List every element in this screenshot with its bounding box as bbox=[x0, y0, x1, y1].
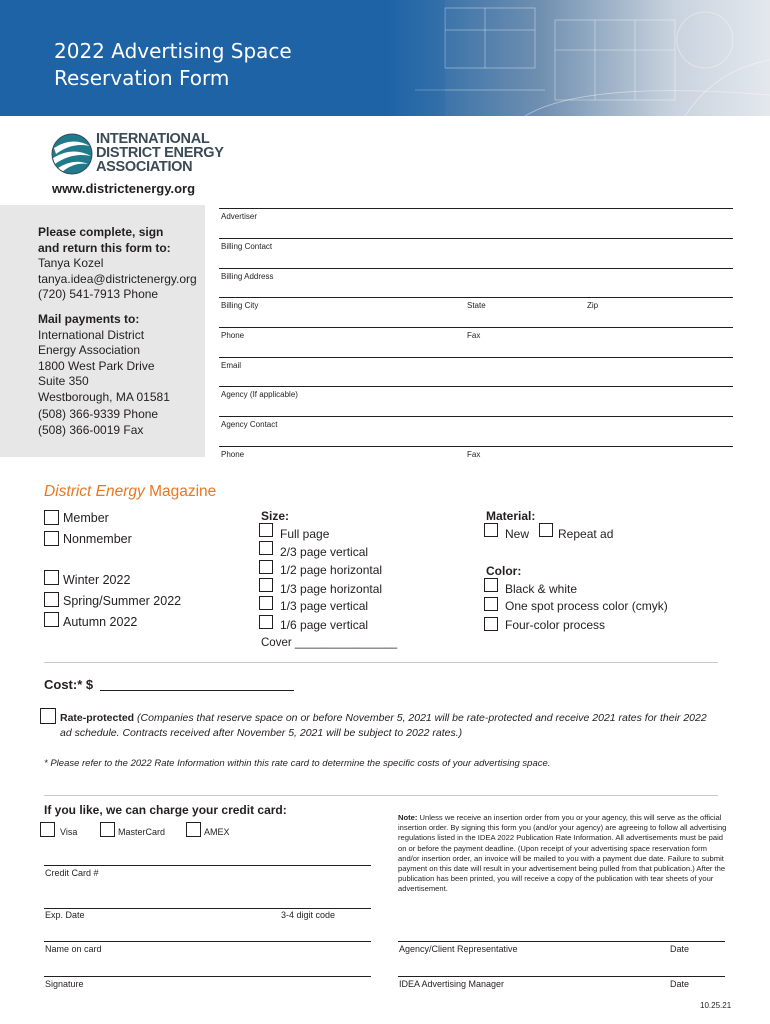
material-heading: Material: bbox=[486, 509, 536, 523]
full-page-label: Full page bbox=[280, 527, 330, 541]
name-on-card-label: Name on card bbox=[45, 944, 102, 954]
magazine-title-rest: Magazine bbox=[144, 483, 217, 500]
logo-line-2: DISTRICT ENERGY bbox=[96, 145, 224, 161]
visa-checkbox[interactable] bbox=[40, 822, 55, 837]
credit-card-number-field[interactable] bbox=[44, 865, 371, 866]
billing-address-label: Billing Address bbox=[221, 272, 274, 281]
third-horizontal-label: 1/3 page horizontal bbox=[280, 582, 383, 596]
billing-city-label: Billing City bbox=[221, 301, 259, 310]
section-divider-2 bbox=[44, 795, 718, 796]
new-material-checkbox[interactable] bbox=[484, 523, 498, 537]
digit-code-label: 3-4 digit code bbox=[281, 910, 336, 920]
amex-label: AMEX bbox=[204, 827, 230, 837]
repeat-ad-checkbox[interactable] bbox=[539, 523, 553, 537]
new-material-label: New bbox=[505, 527, 530, 541]
exp-date-label: Exp. Date bbox=[45, 910, 85, 920]
return-heading: Please complete, sign bbox=[38, 225, 164, 239]
autumn-label: Autumn 2022 bbox=[63, 615, 138, 629]
header-banner bbox=[0, 0, 770, 116]
email-label: Email bbox=[221, 361, 242, 370]
visa-label: Visa bbox=[60, 827, 78, 837]
city: Westborough, MA 01581 bbox=[38, 389, 170, 404]
mastercard-label: MasterCard bbox=[118, 827, 166, 837]
logo-line-1: INTERNATIONAL bbox=[96, 131, 210, 147]
billing-city-field[interactable] bbox=[219, 327, 733, 328]
half-horizontal-checkbox[interactable] bbox=[259, 560, 273, 574]
mail-address bbox=[38, 312, 170, 439]
date-label-2: Date bbox=[670, 979, 690, 989]
billing-contact-field[interactable] bbox=[219, 268, 733, 269]
sixth-vertical-label: 1/6 page vertical bbox=[280, 618, 369, 632]
third-vertical-checkbox[interactable] bbox=[259, 596, 273, 610]
agency-phone-label: Phone bbox=[221, 450, 245, 459]
two-thirds-vertical-label: 2/3 page vertical bbox=[280, 545, 369, 559]
exp-date-field[interactable] bbox=[44, 908, 371, 909]
winter-label: Winter 2022 bbox=[63, 573, 131, 587]
mastercard-checkbox[interactable] bbox=[100, 822, 115, 837]
org-line-2: Energy Association bbox=[38, 343, 141, 358]
rate-protected-label: Rate-protected bbox=[60, 712, 135, 724]
autumn-checkbox[interactable] bbox=[44, 612, 59, 627]
member-checkbox[interactable] bbox=[44, 510, 59, 525]
contact-phone: (720) 541-7913 Phone bbox=[38, 287, 159, 302]
full-page-checkbox[interactable] bbox=[259, 523, 273, 537]
rate-reference-note: * Please refer to the 2022 Rate Information within this rate card to determine the specific costs of your advertising space. bbox=[44, 758, 551, 769]
credit-card-number-label: Credit Card # bbox=[45, 868, 99, 878]
repeat-ad-label: Repeat ad bbox=[558, 527, 614, 541]
note-label: Note: bbox=[398, 813, 418, 822]
signature-label: Signature bbox=[45, 979, 84, 989]
size-heading: Size: bbox=[261, 509, 290, 523]
color-heading: Color: bbox=[486, 564, 522, 578]
black-white-checkbox[interactable] bbox=[484, 578, 498, 592]
sixth-vertical-checkbox[interactable] bbox=[259, 615, 273, 629]
four-color-checkbox[interactable] bbox=[484, 617, 498, 631]
two-thirds-vertical-checkbox[interactable] bbox=[259, 541, 273, 555]
billing-address-field[interactable] bbox=[219, 297, 733, 298]
signature-field[interactable] bbox=[44, 976, 371, 977]
return-heading-2: and return this form to: bbox=[38, 240, 171, 255]
logo-line-3: ASSOCIATION bbox=[96, 159, 193, 175]
title-line-2: Reservation Form bbox=[54, 66, 230, 90]
third-vertical-label: 1/3 page vertical bbox=[280, 599, 369, 613]
page-title bbox=[54, 38, 292, 92]
agency-fax-label: Fax bbox=[467, 450, 481, 459]
mail-heading: Mail payments to: bbox=[38, 312, 140, 326]
nonmember-label: Nonmember bbox=[63, 532, 132, 546]
email-field[interactable] bbox=[219, 386, 733, 387]
org-fax: (508) 366-0019 Fax bbox=[38, 423, 144, 438]
note-body: Unless we receive an insertion order from you or your agency, this will serve as the official insertion order. By signing this form you (and/or your agency) are agreeing to follow all advertising regulations listed in the IDEA 2022 Publication Rate Information. All advertisements must be paid on or before the payment deadline. (Upon receipt of your advertising space reservation form and/or insertion order, an invoice will be mailed to you with a payment due date. Failure to submit payment on this date will result in your advertisement being pulled from that publication.) After the publication has been printed, you will receive a copy of the publication with tear sheets of your advertisement. bbox=[398, 813, 727, 894]
rate-protected-note: (Companies that reserve space on or before November 5, 2021 will be rate-protected and receive 2021 rates for their 2022 ad schedule. Contracts received after November 5, 2021 will be subject to 2022 rates.) bbox=[60, 712, 707, 739]
cover-field[interactable]: Cover ________________ bbox=[261, 637, 398, 649]
section-divider bbox=[44, 662, 718, 663]
black-white-label: Black & white bbox=[505, 582, 578, 596]
agency-contact-field[interactable] bbox=[219, 446, 733, 447]
title-line-1: 2022 Advertising Space bbox=[54, 39, 292, 63]
advertiser-field-top-rule bbox=[219, 208, 733, 209]
cost-input-line[interactable] bbox=[100, 690, 294, 691]
billing-contact-label: Billing Contact bbox=[221, 242, 273, 251]
spot-color-checkbox[interactable] bbox=[484, 597, 498, 611]
street: 1800 West Park Drive bbox=[38, 358, 155, 373]
agency-field[interactable] bbox=[219, 416, 733, 417]
idea-manager-label: IDEA Advertising Manager bbox=[399, 979, 505, 989]
return-instructions bbox=[38, 225, 197, 303]
state-label: State bbox=[467, 301, 486, 310]
phone-label: Phone bbox=[221, 331, 245, 340]
contact-name: Tanya Kozel bbox=[38, 256, 104, 271]
website-link[interactable]: www.districtenergy.org bbox=[52, 181, 196, 196]
spot-color-label: One spot process color (cmyk) bbox=[505, 599, 668, 613]
agency-rep-label: Agency/Client Representative bbox=[399, 944, 518, 954]
contact-email[interactable]: tanya.idea@districtenergy.org bbox=[38, 271, 197, 286]
globe-swirl-icon bbox=[50, 130, 94, 178]
idea-manager-signature-field[interactable] bbox=[398, 976, 725, 977]
rate-protected-checkbox[interactable] bbox=[40, 708, 56, 724]
suite: Suite 350 bbox=[38, 374, 89, 389]
four-color-label: Four-color process bbox=[505, 618, 606, 632]
magazine-title bbox=[44, 483, 216, 501]
advertiser-field[interactable] bbox=[219, 238, 733, 239]
blueprint-photo bbox=[385, 0, 770, 116]
spring-summer-label: Spring/Summer 2022 bbox=[63, 594, 182, 608]
nonmember-checkbox[interactable] bbox=[44, 531, 59, 546]
agency-contact-label: Agency Contact bbox=[221, 420, 278, 429]
spring-summer-checkbox[interactable] bbox=[44, 592, 59, 607]
half-horizontal-label: 1/2 page horizontal bbox=[280, 563, 383, 577]
agency-label: Agency (If applicable) bbox=[221, 390, 298, 399]
rate-protected-text bbox=[60, 711, 720, 741]
amex-checkbox[interactable] bbox=[186, 822, 201, 837]
winter-checkbox[interactable] bbox=[44, 570, 59, 585]
advertiser-label: Advertiser bbox=[221, 212, 258, 221]
org-phone: (508) 366-9339 Phone bbox=[38, 406, 159, 421]
logo-wordmark bbox=[96, 132, 224, 174]
zip-label: Zip bbox=[587, 301, 599, 310]
org-line-1: International District bbox=[38, 327, 145, 342]
magazine-title-italic: District Energy bbox=[44, 483, 145, 500]
insertion-order-note bbox=[398, 813, 728, 895]
fax-label: Fax bbox=[467, 331, 481, 340]
phone-fax-field[interactable] bbox=[219, 357, 733, 358]
agency-rep-signature-field[interactable] bbox=[398, 941, 725, 942]
date-label-1: Date bbox=[670, 944, 690, 954]
cost-label: Cost:* $ bbox=[44, 677, 94, 692]
credit-card-heading: If you like, we can charge your credit card: bbox=[44, 803, 287, 817]
third-horizontal-checkbox[interactable] bbox=[259, 578, 273, 592]
name-on-card-field[interactable] bbox=[44, 941, 371, 942]
member-label: Member bbox=[63, 511, 109, 525]
version-date: 10.25.21 bbox=[700, 1001, 732, 1010]
